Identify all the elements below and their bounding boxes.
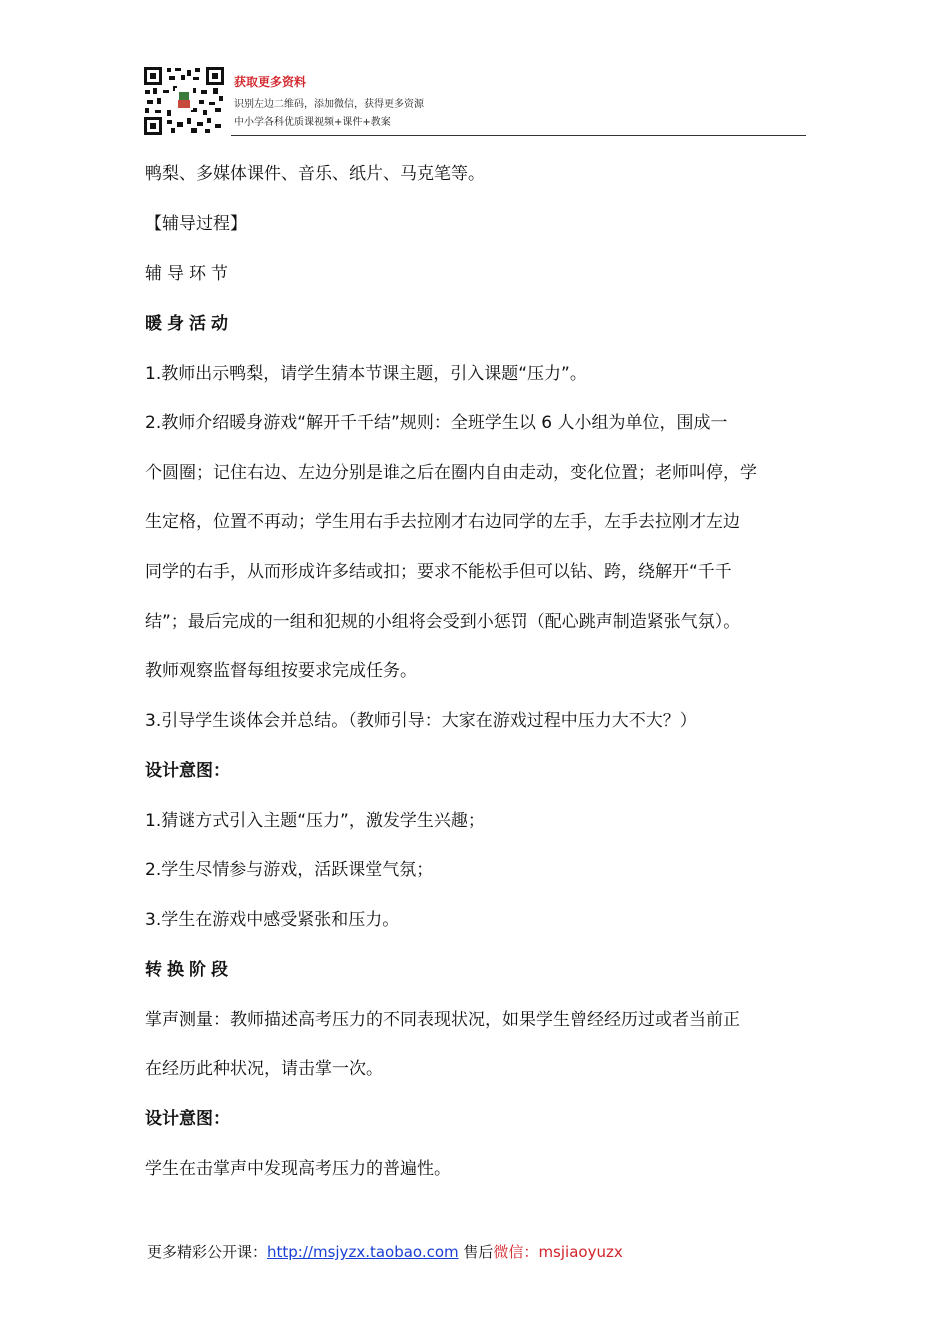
warmup-step-2-line: 2.教师介绍暖身游戏“解开千千结”规则：全班学生以 6 人小组为单位，围成一 — [145, 413, 728, 433]
warmup-step-2-line: 教师观察监督每组按要求完成任务。 — [145, 661, 417, 681]
design-intent-heading-2: 设计意图： — [145, 1109, 230, 1129]
design-intent-item: 1.猜谜方式引入主题“压力”，激发学生兴趣； — [145, 811, 485, 831]
section-heading-process: 【辅导过程】 — [145, 214, 247, 234]
footer-prefix: 更多精彩公开课： — [147, 1243, 268, 1261]
design-intent-item: 2.学生尽情参与游戏，活跃课堂气氛； — [145, 860, 434, 880]
warmup-step-2-line: 结”；最后完成的一组和犯规的小组将会受到小惩罚（配心跳声制造紧张气氛）。 — [145, 612, 741, 632]
transition-heading: 转换阶段 — [145, 960, 233, 980]
qr-code-icon — [143, 66, 225, 136]
footer-after-sale: 售后 — [458, 1243, 494, 1261]
design-intent-heading: 设计意图： — [145, 761, 230, 781]
materials-text: 鸭梨、多媒体课件、音乐、纸片、马克笔等。 — [145, 164, 485, 184]
footer-wechat-id: msjiaoyuzx — [538, 1243, 623, 1261]
header-subtitle-2: 中小学各科优质课视频+课件+教案 — [234, 117, 391, 128]
warmup-step-2-line: 同学的右手，从而形成许多结或扣；要求不能松手但可以钻、跨，绕解开“千千 — [145, 562, 732, 582]
header-divider — [231, 135, 806, 136]
transition-text-line: 在经历此种状况，请击掌一次。 — [145, 1059, 383, 1079]
transition-text-line: 掌声测量：教师描述高考压力的不同表现状况，如果学生曾经经历过或者当前正 — [145, 1010, 740, 1030]
warmup-step-1: 1.教师出示鸭梨，请学生猜本节课主题，引入课题“压力”。 — [145, 364, 587, 384]
header-subtitle: 识别左边二维码，添加微信，获得更多资源 — [234, 99, 424, 110]
page-footer — [147, 1241, 623, 1262]
section-heading-steps: 辅导环节 — [145, 264, 233, 284]
footer-wechat-label: 微信： — [493, 1243, 539, 1261]
design-intent-item: 3.学生在游戏中感受紧张和压力。 — [145, 910, 400, 930]
footer-shop-link[interactable]: http://msjyzx.taobao.com — [267, 1243, 459, 1261]
header-title: 获取更多资料 — [234, 75, 307, 89]
design-intent-final: 学生在击掌声中发现高考压力的普遍性。 — [145, 1159, 451, 1179]
warmup-step-3: 3.引导学生谈体会并总结。（教师引导：大家在游戏过程中压力大不大？） — [145, 711, 697, 731]
warmup-step-2-line: 个圆圈；记住右边、左边分别是谁之后在圈内自由走动，变化位置；老师叫停，学 — [145, 463, 757, 483]
warmup-heading: 暖身活动 — [145, 314, 233, 334]
page-header — [143, 64, 806, 138]
warmup-step-2-line: 生定格，位置不再动；学生用右手去拉刚才右边同学的左手，左手去拉刚才左边 — [145, 512, 740, 532]
